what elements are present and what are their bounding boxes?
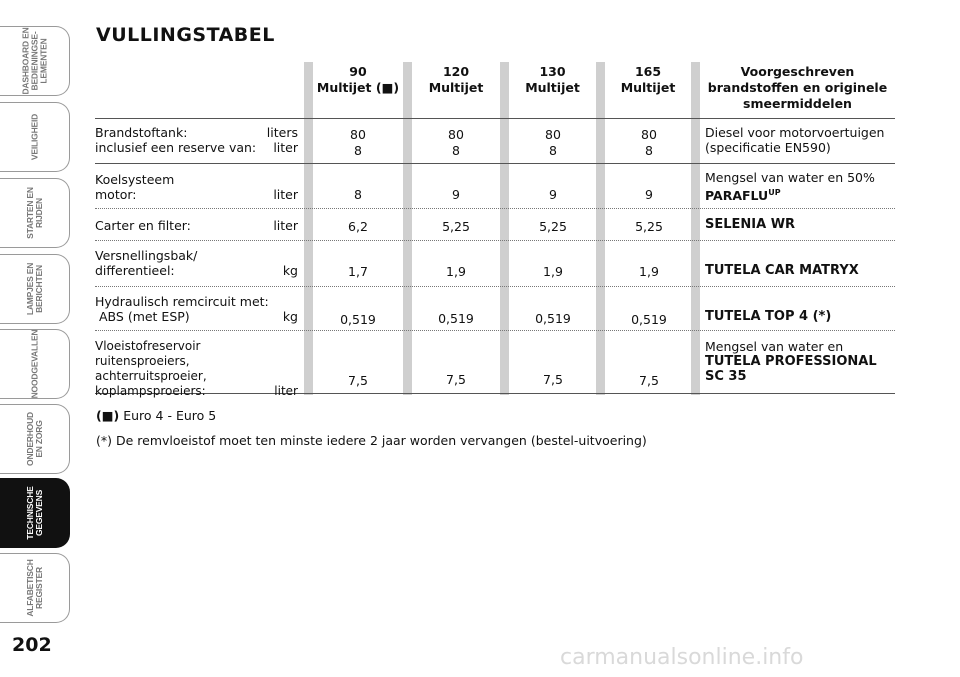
row-label-washer: Vloeistofreservoir ruitensproeiers, achterruitsproeier, koplampsproeiers: liter	[95, 339, 298, 398]
value-cell: 0,519	[535, 311, 571, 326]
value-cell: 8	[354, 187, 362, 202]
value-cell: 5,25	[635, 219, 663, 234]
row-rule	[95, 330, 895, 331]
header-165-multijet: 165 Multijet	[620, 64, 676, 95]
value-cell: 0,519	[438, 311, 474, 326]
value-cell: 9	[645, 187, 653, 202]
row-label-carter: Carter en filter: liter	[95, 218, 298, 233]
row-rule	[95, 286, 895, 287]
value-cell: 0,519	[631, 312, 667, 327]
value-cell: 7,5	[348, 373, 368, 388]
tab-technische-gegevens[interactable]: TECHNISCHE GEGEVENS	[0, 478, 70, 548]
note-euro: (■) Euro 4 - Euro 5	[96, 408, 217, 423]
value-cell: 1,9	[543, 264, 563, 279]
value-cell: 6,2	[348, 219, 368, 234]
row-label-brake: Hydraulisch remcircuit met: ABS (met ESP) kg	[95, 294, 298, 324]
value-cell: 80 8	[350, 127, 366, 158]
value-cell: 80 8	[448, 127, 464, 158]
value-cell: 5,25	[442, 219, 470, 234]
value-cell: 5,25	[539, 219, 567, 234]
page-number: 202	[12, 634, 52, 656]
row-rule	[95, 208, 895, 209]
page-title: VULLINGSTABEL	[96, 24, 275, 46]
row-label-tank: Brandstoftank: liters inclusief een reserve van: liter	[95, 125, 298, 155]
row-rule	[95, 240, 895, 241]
value-cell: 1,9	[639, 264, 659, 279]
value-cell: 7,5	[639, 373, 659, 388]
column-divider	[304, 62, 313, 395]
note-brake-fluid: (*) De remvloeistof moet ten minste iedere 2 jaar worden vervangen (bestel-uitvoering)	[96, 433, 647, 448]
spec-cooling: Mengsel van water en 50% $PARAFLU^{UP}$	[705, 170, 875, 204]
value-cell: 80 8	[641, 127, 657, 158]
header-120-multijet: 120 Multijet	[428, 64, 484, 95]
header-spec: Voorgeschreven brandstoffen en originele smeermiddelen	[707, 64, 888, 111]
header-rule	[95, 118, 895, 119]
value-cell: 80 8	[545, 127, 561, 158]
row-label-cooling: Koelsysteem motor: liter	[95, 172, 298, 202]
header-130-multijet: 130 Multijet	[525, 64, 580, 95]
spec-tank: Diesel voor motorvoertuigen (specificatie EN590)	[705, 125, 885, 155]
tab-dashboard[interactable]: DASHBOARD EN BEDIENINGSE- LEMENTEN	[0, 26, 70, 96]
spec-carter: SELENIA WR	[705, 217, 796, 232]
spec-brake: TUTELA TOP 4 (*)	[705, 309, 832, 324]
tab-lampjes[interactable]: LAMPJES EN BERICHTEN	[0, 254, 70, 324]
watermark: carmanualsonline.info	[560, 645, 804, 670]
value-cell: 1,9	[446, 264, 466, 279]
header-90-multijet: 90 Multijet (■)	[316, 64, 400, 95]
spec-washer: Mengsel van water en TUTELA PROFESSIONAL SC 35	[705, 339, 877, 384]
value-cell: 7,5	[543, 372, 563, 387]
tab-noodgevallen[interactable]: NOODGEVALLEN	[0, 329, 70, 399]
tab-starten[interactable]: STARTEN EN RIJDEN	[0, 178, 70, 248]
row-rule	[95, 163, 895, 164]
value-cell: 7,5	[446, 372, 466, 387]
value-cell: 9	[549, 187, 557, 202]
spec-gearbox: TUTELA CAR MATRYX	[705, 263, 859, 278]
value-cell: 0,519	[340, 312, 376, 327]
tab-onderhoud[interactable]: ONDERHOUD EN ZORG	[0, 404, 70, 474]
value-cell: 1,7	[348, 264, 368, 279]
tab-alfabetisch-register[interactable]: ALFABETISCH REGISTER	[0, 553, 70, 623]
tab-veiligheid[interactable]: VEILIGHEID	[0, 102, 70, 172]
value-cell: 9	[452, 187, 460, 202]
row-label-gearbox: Versnellingsbak/ differentieel: kg	[95, 248, 298, 278]
